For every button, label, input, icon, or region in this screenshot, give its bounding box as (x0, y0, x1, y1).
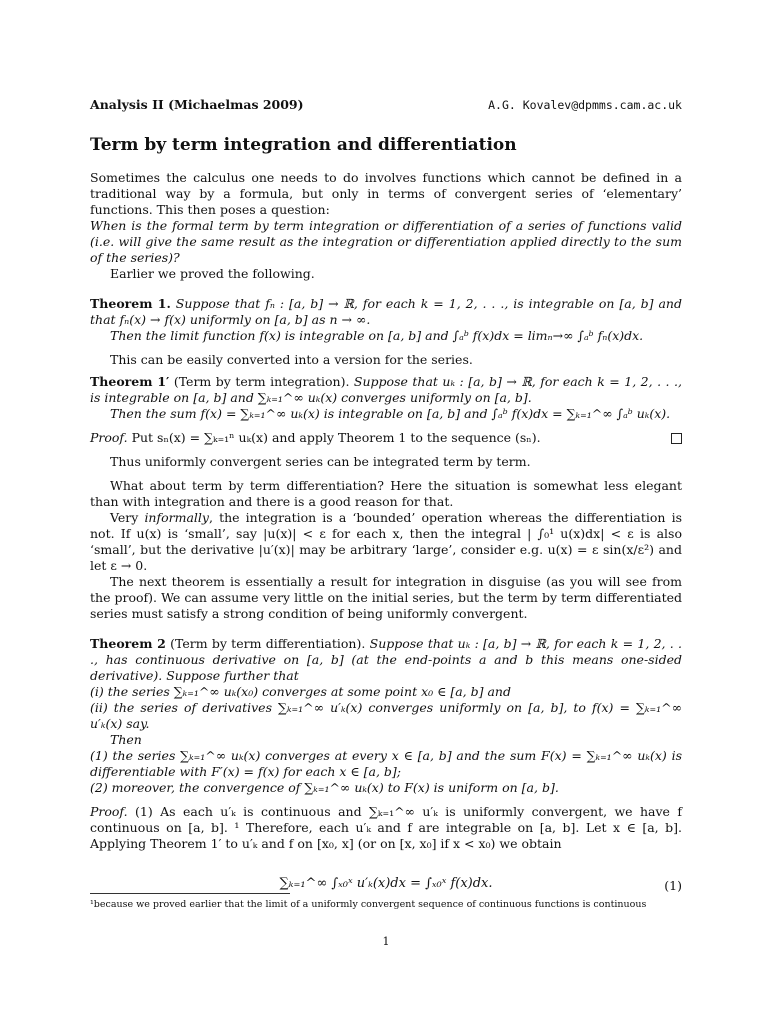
theorem-2-statement: Suppose that uₖ : [a, b] → ℝ, for each k = 1, 2, . . ., has continuous derivative on [a, b] (at the end-points a and b this means one-sided derivative). Suppose further that (90, 636, 682, 683)
proof-1-label: Proof. (90, 430, 128, 445)
discussion-paragraph-2: What about term by term differentiation? Here the situation is somewhat less elegant than with integration and there is a good reason for that. (90, 478, 682, 509)
discussion-paragraph-3 (90, 510, 682, 574)
theorem-2-then: Then (110, 732, 142, 747)
theorem-1-prime-label: Theorem 1′ (90, 374, 170, 389)
theorem-1-prime (90, 374, 682, 406)
footnote: ¹because we proved earlier that the limit of a uniformly convergent sequence of continuous functions is continuous (90, 899, 647, 910)
theorem-1-prime-conclusion: Then the sum f(x) = ∑ₖ₌₁^∞ uₖ(x) is integrable on [a, b] and ∫ₐᵇ f(x)dx = ∑ₖ₌₁^∞ ∫ₐᵇ uₖ(x). (110, 406, 671, 421)
theorem-1-prime-statement: Suppose that uₖ : [a, b] → ℝ, for each k = 1, 2, . . ., is integrable on [a, b] and ∑ₖ₌₁^∞ uₖ(x) converges uniformly on [a, b]. (90, 374, 682, 405)
equation-number: (1) (664, 878, 682, 893)
theorem-2-result-1: (1) the series ∑ₖ₌₁^∞ uₖ(x) converges at every x ∈ [a, b] and the sum F(x) = ∑ₖ₌₁^∞ uₖ(x) is differentiable with F′(x) = f(x) for each x ∈ [a, b]; (90, 748, 682, 779)
page-header (90, 97, 682, 115)
equation-body: ∑ₖ₌₁^∞ ∫ₓ₀ˣ u′ₖ(x)dx = ∫ₓ₀ˣ f(x)dx. (279, 876, 493, 891)
proof-2-text: (1) As each u′ₖ is continuous and ∑ₖ₌₁^∞ u′ₖ is uniformly convergent, we have f continuous on [a, b]. ¹ Therefore, each u′ₖ and f are integrable on [a, b]. Let x ∈ [a, b]. Applying Theorem 1′ to u′ₖ and f on [x₀, x] (or on [x, x₀] if x < x₀) we obtain (90, 804, 682, 851)
proof-1 (90, 430, 682, 446)
theorem-1-label: Theorem 1. (90, 296, 171, 311)
course-title: Analysis II (Michaelmas 2009) (90, 97, 304, 112)
discussion-paragraph-4: The next theorem is essentially a result for integration in disguise (as you will see from the proof). We can assume very little on the initial series, but the term by term differentiated series must satisfy a strong condition of being uniformly convergent. (90, 574, 682, 621)
theorem-1-prime-name: (Term by term integration). (173, 374, 350, 389)
footnote-rule (90, 893, 290, 894)
discussion-text: , the integration is a ‘bounded’ operation whereas the differentiation is not. If u(x) is ‘small’, say |u(x)| < ε for each x, then the integral | ∫₀¹ u(x)dx| < ε is also ‘small’, but the derivative |u′(x)| may be arbitrary ‘large’, consider e.g. u(x) = ε sin(x/ε²) and let ε → 0. (90, 510, 682, 573)
discussion-paragraph-1: Thus uniformly convergent series can be integrated term by term. (110, 454, 531, 469)
theorem-1-statement: Suppose that fₙ : [a, b] → ℝ, for each k = 1, 2, . . ., is integrable on [a, b] and that fₙ(x) → f(x) uniformly on [a, b] as n → ∞. (90, 296, 682, 327)
page-number: 1 (382, 935, 390, 948)
author-email[interactable]: A.G. Kovalev@dpmms.cam.ac.uk (488, 98, 682, 112)
theorem-2-name: (Term by term differentiation). (170, 636, 366, 651)
theorem-1-conclusion: Then the limit function f(x) is integrable on [a, b] and ∫ₐᵇ f(x)dx = limₙ→∞ ∫ₐᵇ fₙ(x)dx. (110, 328, 644, 343)
discussion-text: Very (110, 510, 145, 525)
intro-paragraph: Sometimes the calculus one needs to do involves functions which cannot be defined in a traditional way by a formula, but only in terms of convergent series of ‘elementary’ functions. This then poses a question: (90, 170, 682, 217)
theorem-1 (90, 296, 682, 328)
proof-2 (90, 804, 682, 852)
theorem-2 (90, 636, 682, 684)
theorem-2-condition-1: (i) the series ∑ₖ₌₁^∞ uₖ(x₀) converges at some point x₀ ∈ [a, b] and (90, 684, 511, 699)
proof-1-text: Put sₙ(x) = ∑ₖ₌₁ⁿ uₖ(x) and apply Theorem 1 to the sequence (sₙ). (131, 430, 541, 445)
theorem-2-label: Theorem 2 (90, 636, 166, 651)
proof-2-label: Proof. (90, 804, 128, 819)
intro-transition: Earlier we proved the following. (110, 266, 315, 281)
theorem-2-condition-2: (ii) the series of derivatives ∑ₖ₌₁^∞ u′ₖ(x) converges uniformly on [a, b], to f(x) = ∑ₖ₌₁^∞ u′ₖ(x) say. (90, 700, 682, 731)
document-body (90, 170, 682, 912)
series-conversion-text: This can be easily converted into a version for the series. (110, 352, 473, 367)
theorem-2-result-2: (2) moreover, the convergence of ∑ₖ₌₁^∞ uₖ(x) to F(x) is uniform on [a, b]. (90, 780, 559, 795)
qed-box-icon (671, 433, 682, 444)
emphasis-informally: informally (144, 510, 209, 525)
section-title: Term by term integration and differentiation (90, 135, 517, 155)
intro-question: When is the formal term by term integration or differentiation of a series of functions valid (i.e. will give the same result as the integration or differentiation applied directly to the sum of the series)? (90, 218, 682, 265)
